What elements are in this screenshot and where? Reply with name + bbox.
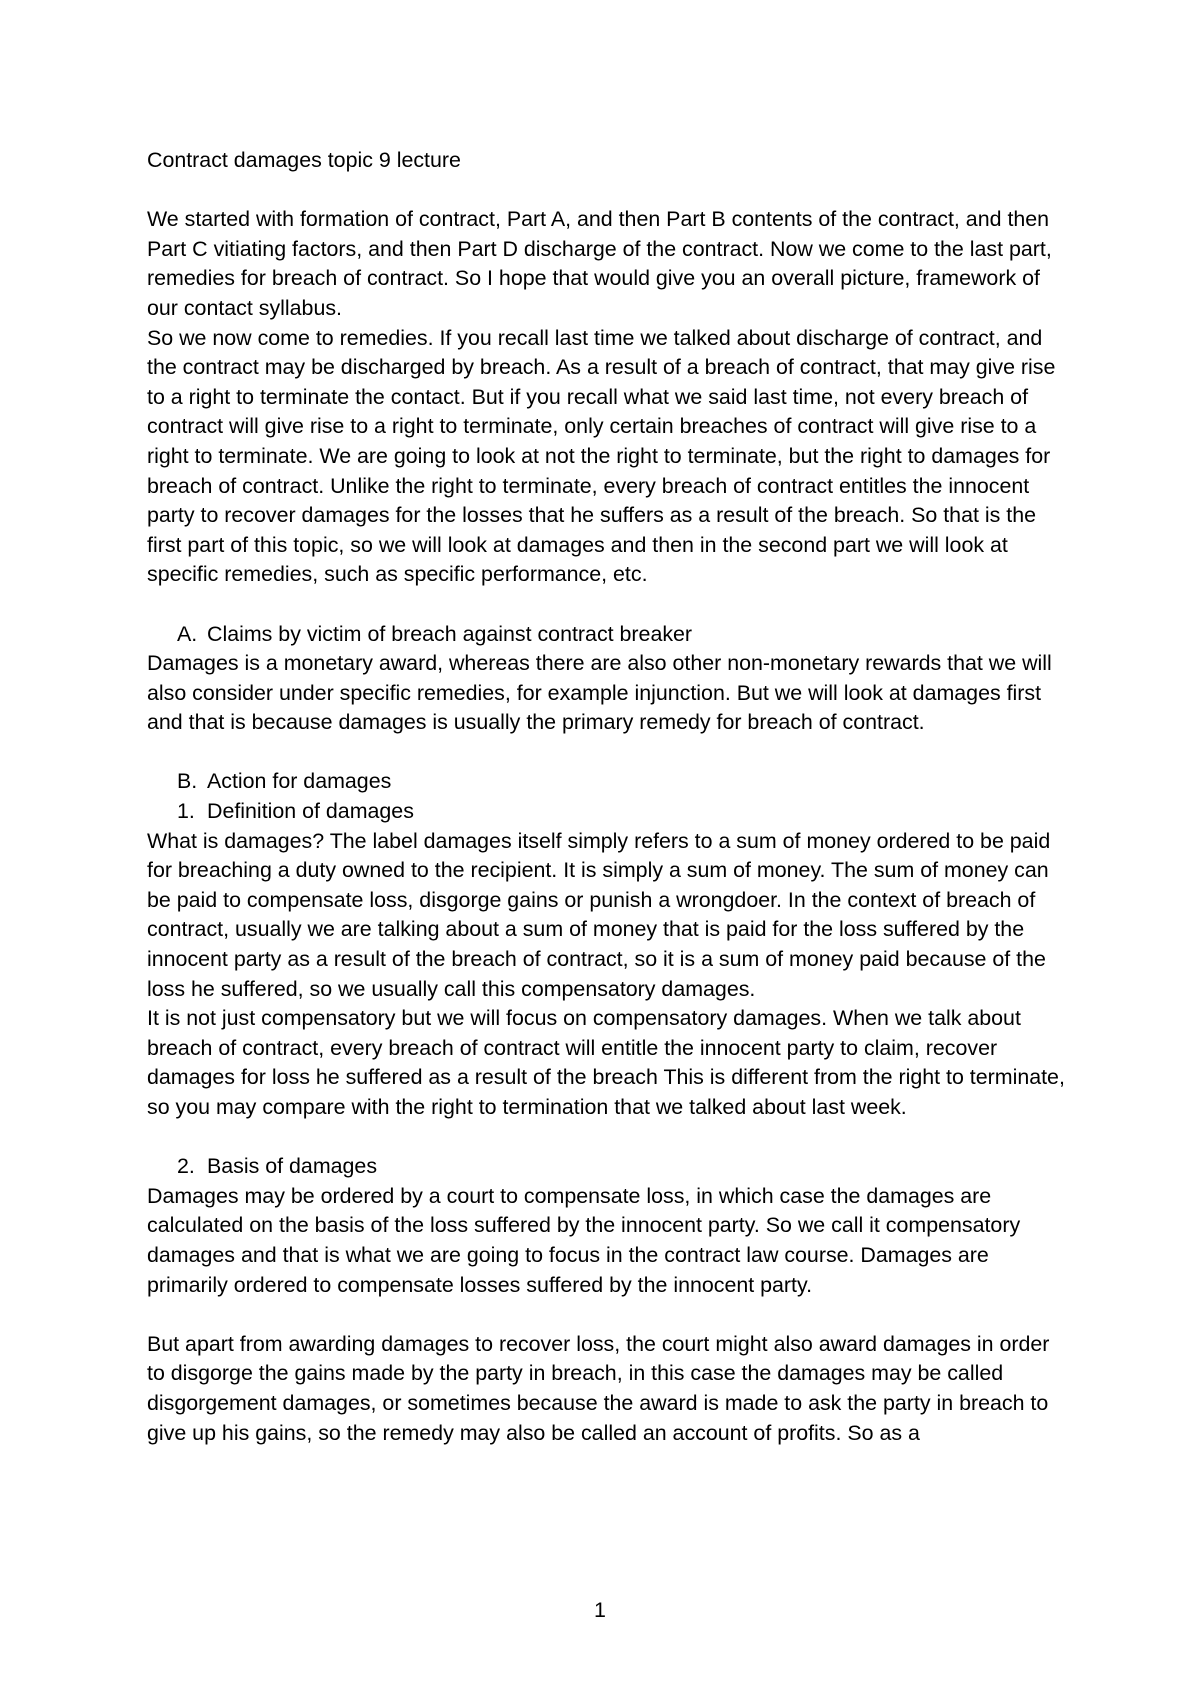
section-b-heading bbox=[147, 767, 1067, 797]
document-title: Contract damages topic 9 lecture bbox=[147, 148, 461, 172]
subsection-1-paragraph-1: What is damages? The label damages itself simply refers to a sum of money ordered to be paid for breaching a duty owned to the recipient. It is simply a sum of money. The sum of money can be paid to compensate loss, disgorge gains or punish a wrongdoer. In the context of breach of contract, usually we are talking about a sum of money that is paid for the loss suffered by the innocent party as a result of the breach of contract, so it is a sum of money paid because of the loss he suffered, so we usually call this compensatory damages. bbox=[147, 828, 1051, 1001]
subsection-1-heading-text: Definition of damages bbox=[207, 799, 414, 824]
subsection-2-paragraph-1: Damages may be ordered by a court to compensate loss, in which case the damages are calculated on the basis of the loss suffered by the innocent party. So we call it compensatory damages and that is what we are going to focus in the contract law course. Damages are primarily ordered to compensate losses suffered by the innocent party. bbox=[147, 1183, 1021, 1297]
subsection-1-heading bbox=[147, 797, 1067, 827]
section-b-marker: B. bbox=[177, 769, 198, 794]
page-number: 1 bbox=[594, 1598, 606, 1622]
blank-line bbox=[147, 176, 1067, 206]
blank-line bbox=[147, 738, 1067, 768]
subsection-2-heading-text: Basis of damages bbox=[207, 1154, 378, 1179]
blank-line bbox=[147, 1123, 1067, 1153]
subsection-1-marker: 1. bbox=[177, 799, 195, 824]
section-a-heading-text: Claims by victim of breach against contract breaker bbox=[207, 621, 693, 646]
section-a-paragraph: Damages is a monetary award, whereas there are also other non-monetary rewards that we will also consider under specific remedies, for example injunction. But we will look at damages first and that is because damages is usually the primary remedy for breach of contract. bbox=[147, 651, 1052, 735]
document-body bbox=[147, 146, 1067, 1448]
section-a-marker: A. bbox=[177, 621, 198, 646]
blank-line bbox=[147, 1300, 1067, 1330]
section-b-heading-text: Action for damages bbox=[207, 769, 392, 794]
intro-paragraph-1: We started with formation of contract, Part A, and then Part B contents of the contract, and then Part C vitiating factors, and then Part D discharge of the contract. Now we come to the last part, remedies for breach of contract. So I hope that would give you an overall picture, framework of our contact syllabus. bbox=[147, 207, 1052, 320]
subsection-2-paragraph-2: But apart from awarding damages to recover loss, the court might also award damages in order to disgorge the gains made by the party in breach, in this case the damages may be called disgorgement damages, or sometimes because the award is made to ask the party in breach to give up his gains, so the remedy may also be called an account of profits. So as a bbox=[147, 1331, 1050, 1445]
subsection-2-marker: 2. bbox=[177, 1154, 195, 1179]
blank-line bbox=[147, 590, 1067, 620]
subsection-2-heading bbox=[147, 1152, 1067, 1182]
subsection-1-paragraph-2: It is not just compensatory but we will focus on compensatory damages. When we talk about breach of contract, every breach of contract will entitle the innocent party to claim, recover damages for loss he suffered as a result of the breach This is different from the right to terminate, so you may compare with the right to termination that we talked about last week. bbox=[147, 1006, 1065, 1119]
section-a-heading bbox=[147, 620, 1067, 650]
intro-paragraph-2: So we now come to remedies. If you recall last time we talked about discharge of contract, and the contract may be discharged by breach. As a result of a breach of contract, that may give rise to a right to terminate the contact. But if you recall what we said last time, not every breach of contract will give rise to a right to terminate, only certain breaches of contract will give rise to a right to terminate. We are going to look at not the right to terminate, but the right to damages for breach of contract. Unlike the right to terminate, every breach of contract entitles the innocent party to recover damages for the losses that he suffers as a result of the breach. So that is the first part of this topic, so we will look at damages and then in the second part we will look at specific remedies, such as specific performance, etc. bbox=[147, 325, 1056, 587]
